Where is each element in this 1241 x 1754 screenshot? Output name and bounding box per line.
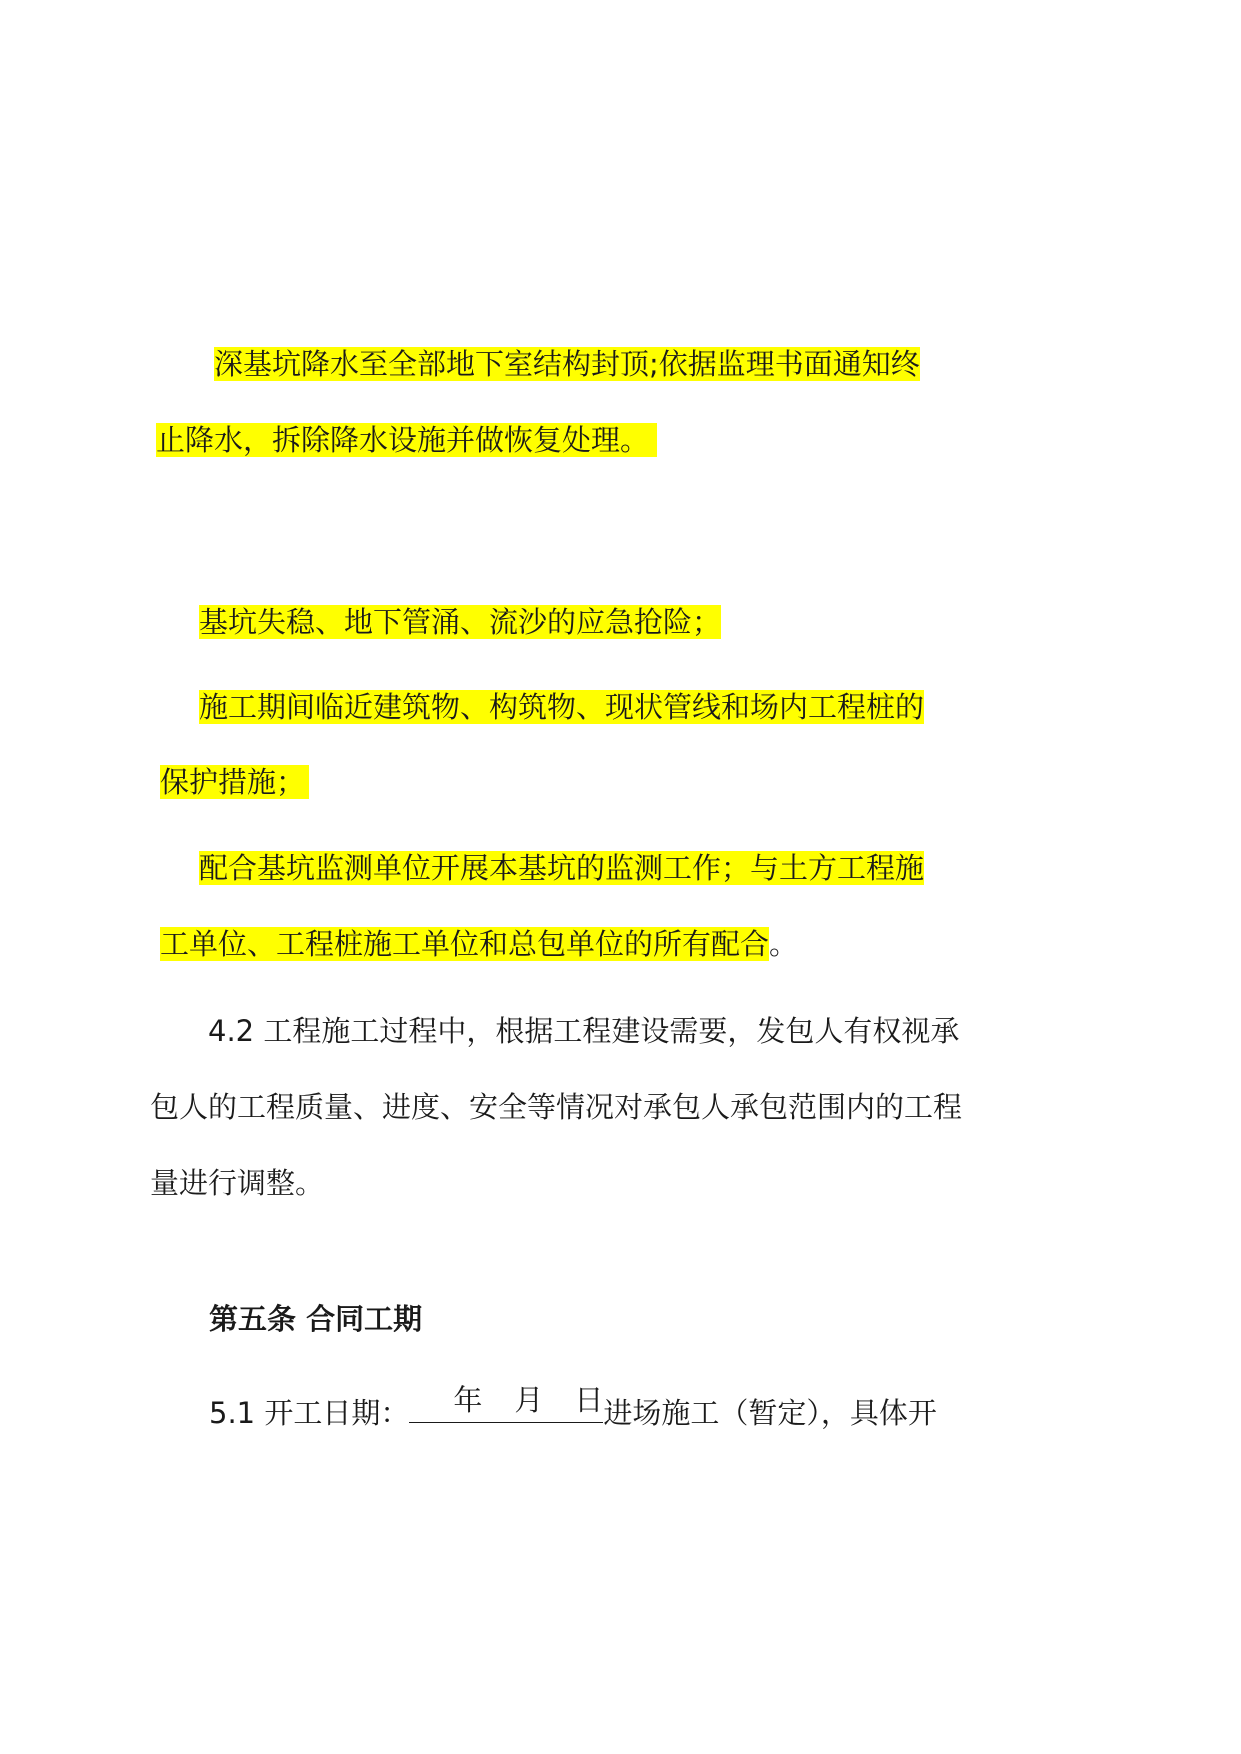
highlighted-text: 基坑失稳、地下管涌、流沙的应急抢险； (199, 605, 722, 639)
paragraph-line (199, 682, 924, 732)
year-label: 年 (453, 1383, 483, 1417)
paragraph-line (160, 757, 309, 807)
highlighted-text: 配合基坑监测单位开展本基坑的监测工作；与土方工程施 (199, 851, 925, 885)
start-date-suffix: 进场施工（暂定），具体开 (603, 1396, 937, 1430)
highlighted-text: 工单位、工程桩施工单位和总包单位的所有配合 (160, 927, 770, 961)
paragraph-line (150, 1082, 962, 1132)
paragraph-text: 包人的工程质量、进度、安全等情况对承包人承包范围内的工程 (150, 1090, 963, 1124)
paragraph-line (160, 919, 798, 969)
paragraph-text: 4.2 工程施工过程中，根据工程建设需要，发包人有权视承 (208, 1014, 960, 1048)
highlighted-text: 保护措施； (160, 765, 309, 799)
paragraph-line (199, 597, 721, 647)
paragraph-text: 量进行调整。 (150, 1166, 325, 1200)
paragraph-line (150, 1158, 324, 1208)
section-heading (209, 1294, 422, 1344)
paragraph-line (208, 1006, 959, 1056)
highlighted-text: 施工期间临近建筑物、构筑物、现状管线和场内工程桩的 (199, 690, 925, 724)
day-label: 日 (574, 1383, 604, 1417)
start-date-label: 5.1 开工日期： (209, 1396, 410, 1430)
date-fill-in-blank (409, 1380, 603, 1423)
month-label: 月 (514, 1383, 544, 1417)
start-date-line (209, 1380, 937, 1430)
section-heading-text: 第五条 合同工期 (209, 1302, 423, 1336)
paragraph-end: 。 (769, 927, 799, 961)
paragraph-line (214, 339, 920, 389)
highlighted-text: 深基坑降水至全部地下室结构封顶;依据监理书面通知终 (214, 347, 920, 381)
paragraph-line (156, 415, 657, 465)
paragraph-line (199, 843, 924, 893)
highlighted-text: 止降水，拆除降水设施并做恢复处理。 (156, 423, 657, 457)
